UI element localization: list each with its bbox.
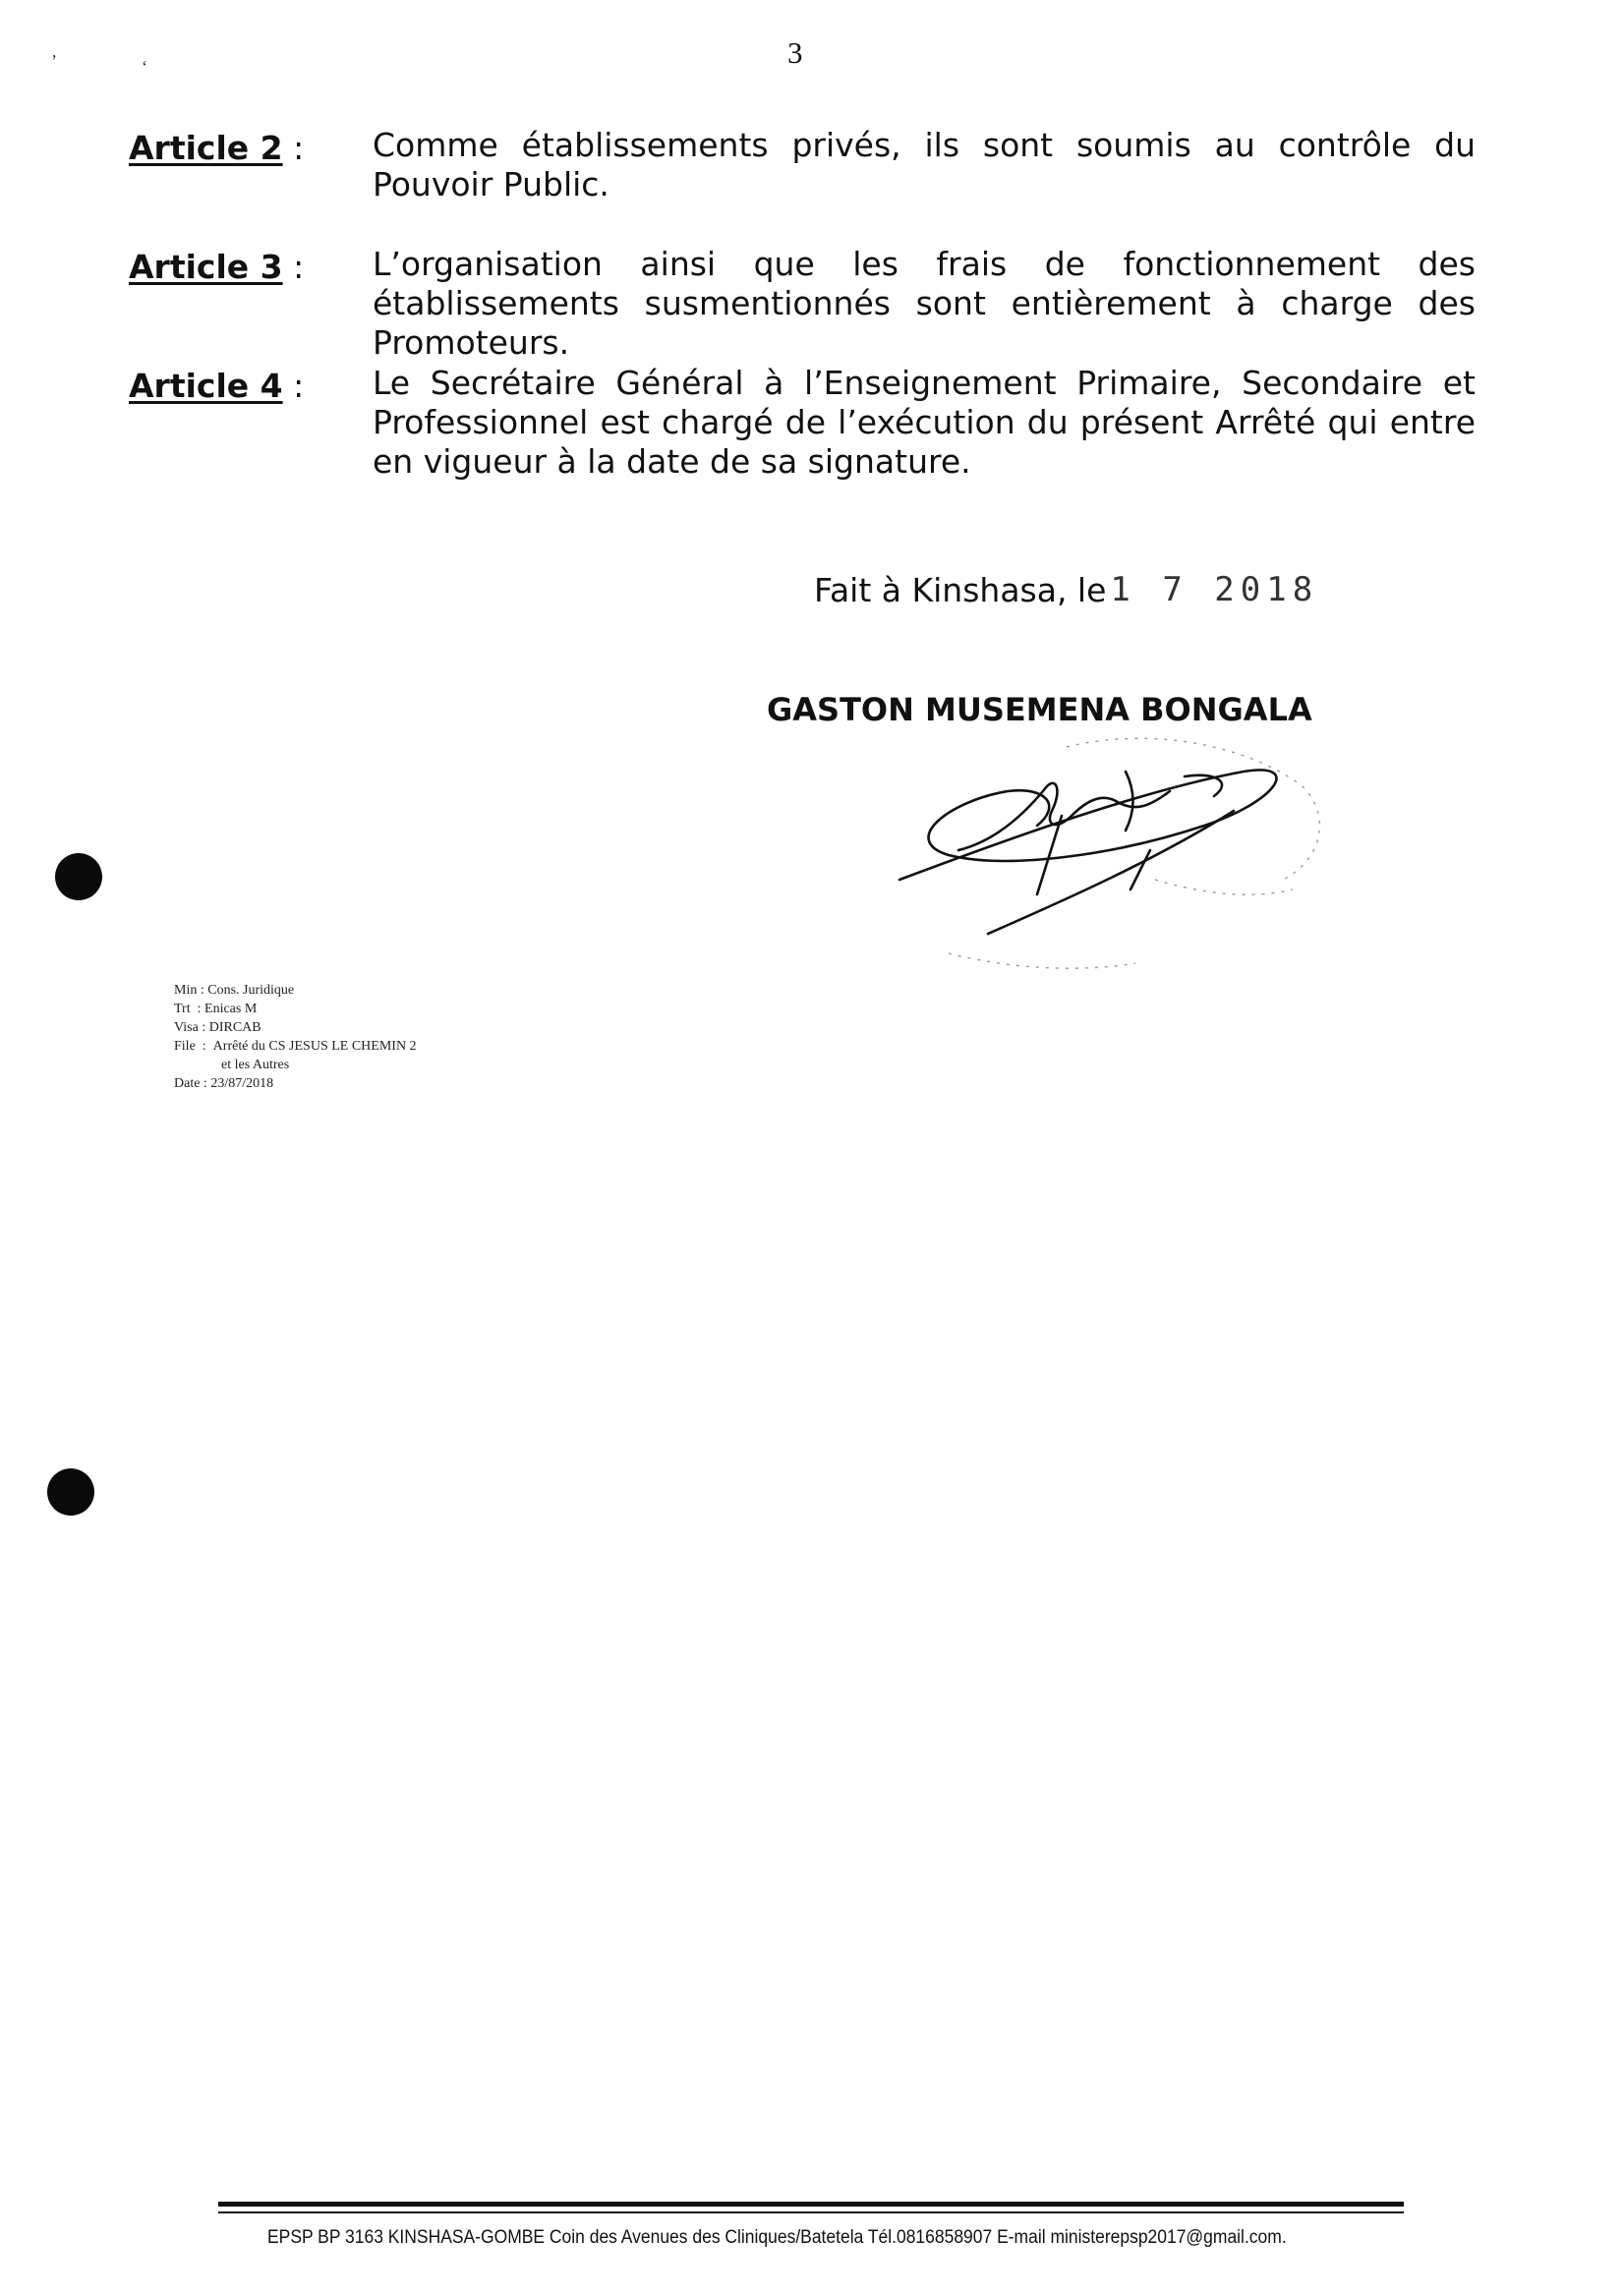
routing-value: et les Autres xyxy=(221,1058,290,1072)
handwritten-signature xyxy=(890,732,1342,988)
article-label xyxy=(129,245,373,286)
footer-rule-thick xyxy=(218,2202,1404,2207)
routing-value: 23/87/2018 xyxy=(210,1076,274,1091)
routing-row xyxy=(174,981,417,1000)
article-label-text: Article 2 xyxy=(129,129,283,167)
article-2 xyxy=(129,126,1476,204)
article-label-text: Article 3 xyxy=(129,248,283,286)
routing-label: Visa : xyxy=(174,1020,209,1035)
place-and-date xyxy=(814,570,1318,609)
article-text: L’organisation ainsi que les frais de fonctionnement des établissements susmentionnés sont entièrement à charge des Promoteurs. xyxy=(373,245,1476,362)
signatory-name: GASTON MUSEMENA BONGALA xyxy=(767,691,1312,728)
article-4 xyxy=(129,364,1476,482)
page-number: 3 xyxy=(787,35,803,70)
punch-hole xyxy=(55,853,102,900)
routing-row xyxy=(174,1000,417,1018)
routing-value: Arrêté du CS JESUS LE CHEMIN 2 xyxy=(212,1039,417,1054)
article-text: Le Secrétaire Général à l’Enseignement Primaire, Secondaire et Professionnel est chargé de l’exécution du présent Arrêté qui entre en vigueur à la date de sa signature. xyxy=(373,364,1476,481)
routing-value: Enicas M xyxy=(204,1002,258,1016)
routing-label: Min : xyxy=(174,983,208,998)
routing-label: Date : xyxy=(174,1076,211,1091)
article-label xyxy=(129,126,373,167)
footer-address: EPSP BP 3163 KINSHASA-GOMBE Coin des Avenues des Cliniques/Batetela Tél.0816858907 E-mail ministerepsp2017@gmail.com. xyxy=(267,2227,1287,2248)
routing-slip xyxy=(174,981,417,1093)
article-label xyxy=(129,364,373,405)
article-label-text: Article 4 xyxy=(129,367,283,405)
article-3 xyxy=(129,245,1476,363)
article-label-separator: : xyxy=(282,129,305,167)
routing-row xyxy=(174,1056,417,1074)
routing-row xyxy=(174,1018,417,1037)
routing-row xyxy=(174,1074,417,1093)
routing-label: Trt : xyxy=(174,1002,205,1016)
routing-value: DIRCAB xyxy=(208,1020,261,1035)
article-label-separator: : xyxy=(282,248,305,286)
margin-mark: ’ xyxy=(51,51,57,71)
article-label-separator: : xyxy=(282,367,305,405)
place-text: Fait à Kinshasa, le xyxy=(814,570,1107,609)
margin-mark: ‘ xyxy=(142,57,147,77)
article-text: Comme établissements privés, ils sont soumis au contrôle du Pouvoir Public. xyxy=(373,126,1476,203)
routing-row xyxy=(174,1037,417,1056)
routing-value: Cons. Juridique xyxy=(207,983,295,998)
date-stamp: 1 7 2018 xyxy=(1110,570,1319,609)
punch-hole xyxy=(47,1468,94,1516)
routing-label: File : xyxy=(174,1039,213,1054)
footer-rule-thin xyxy=(218,2211,1404,2213)
